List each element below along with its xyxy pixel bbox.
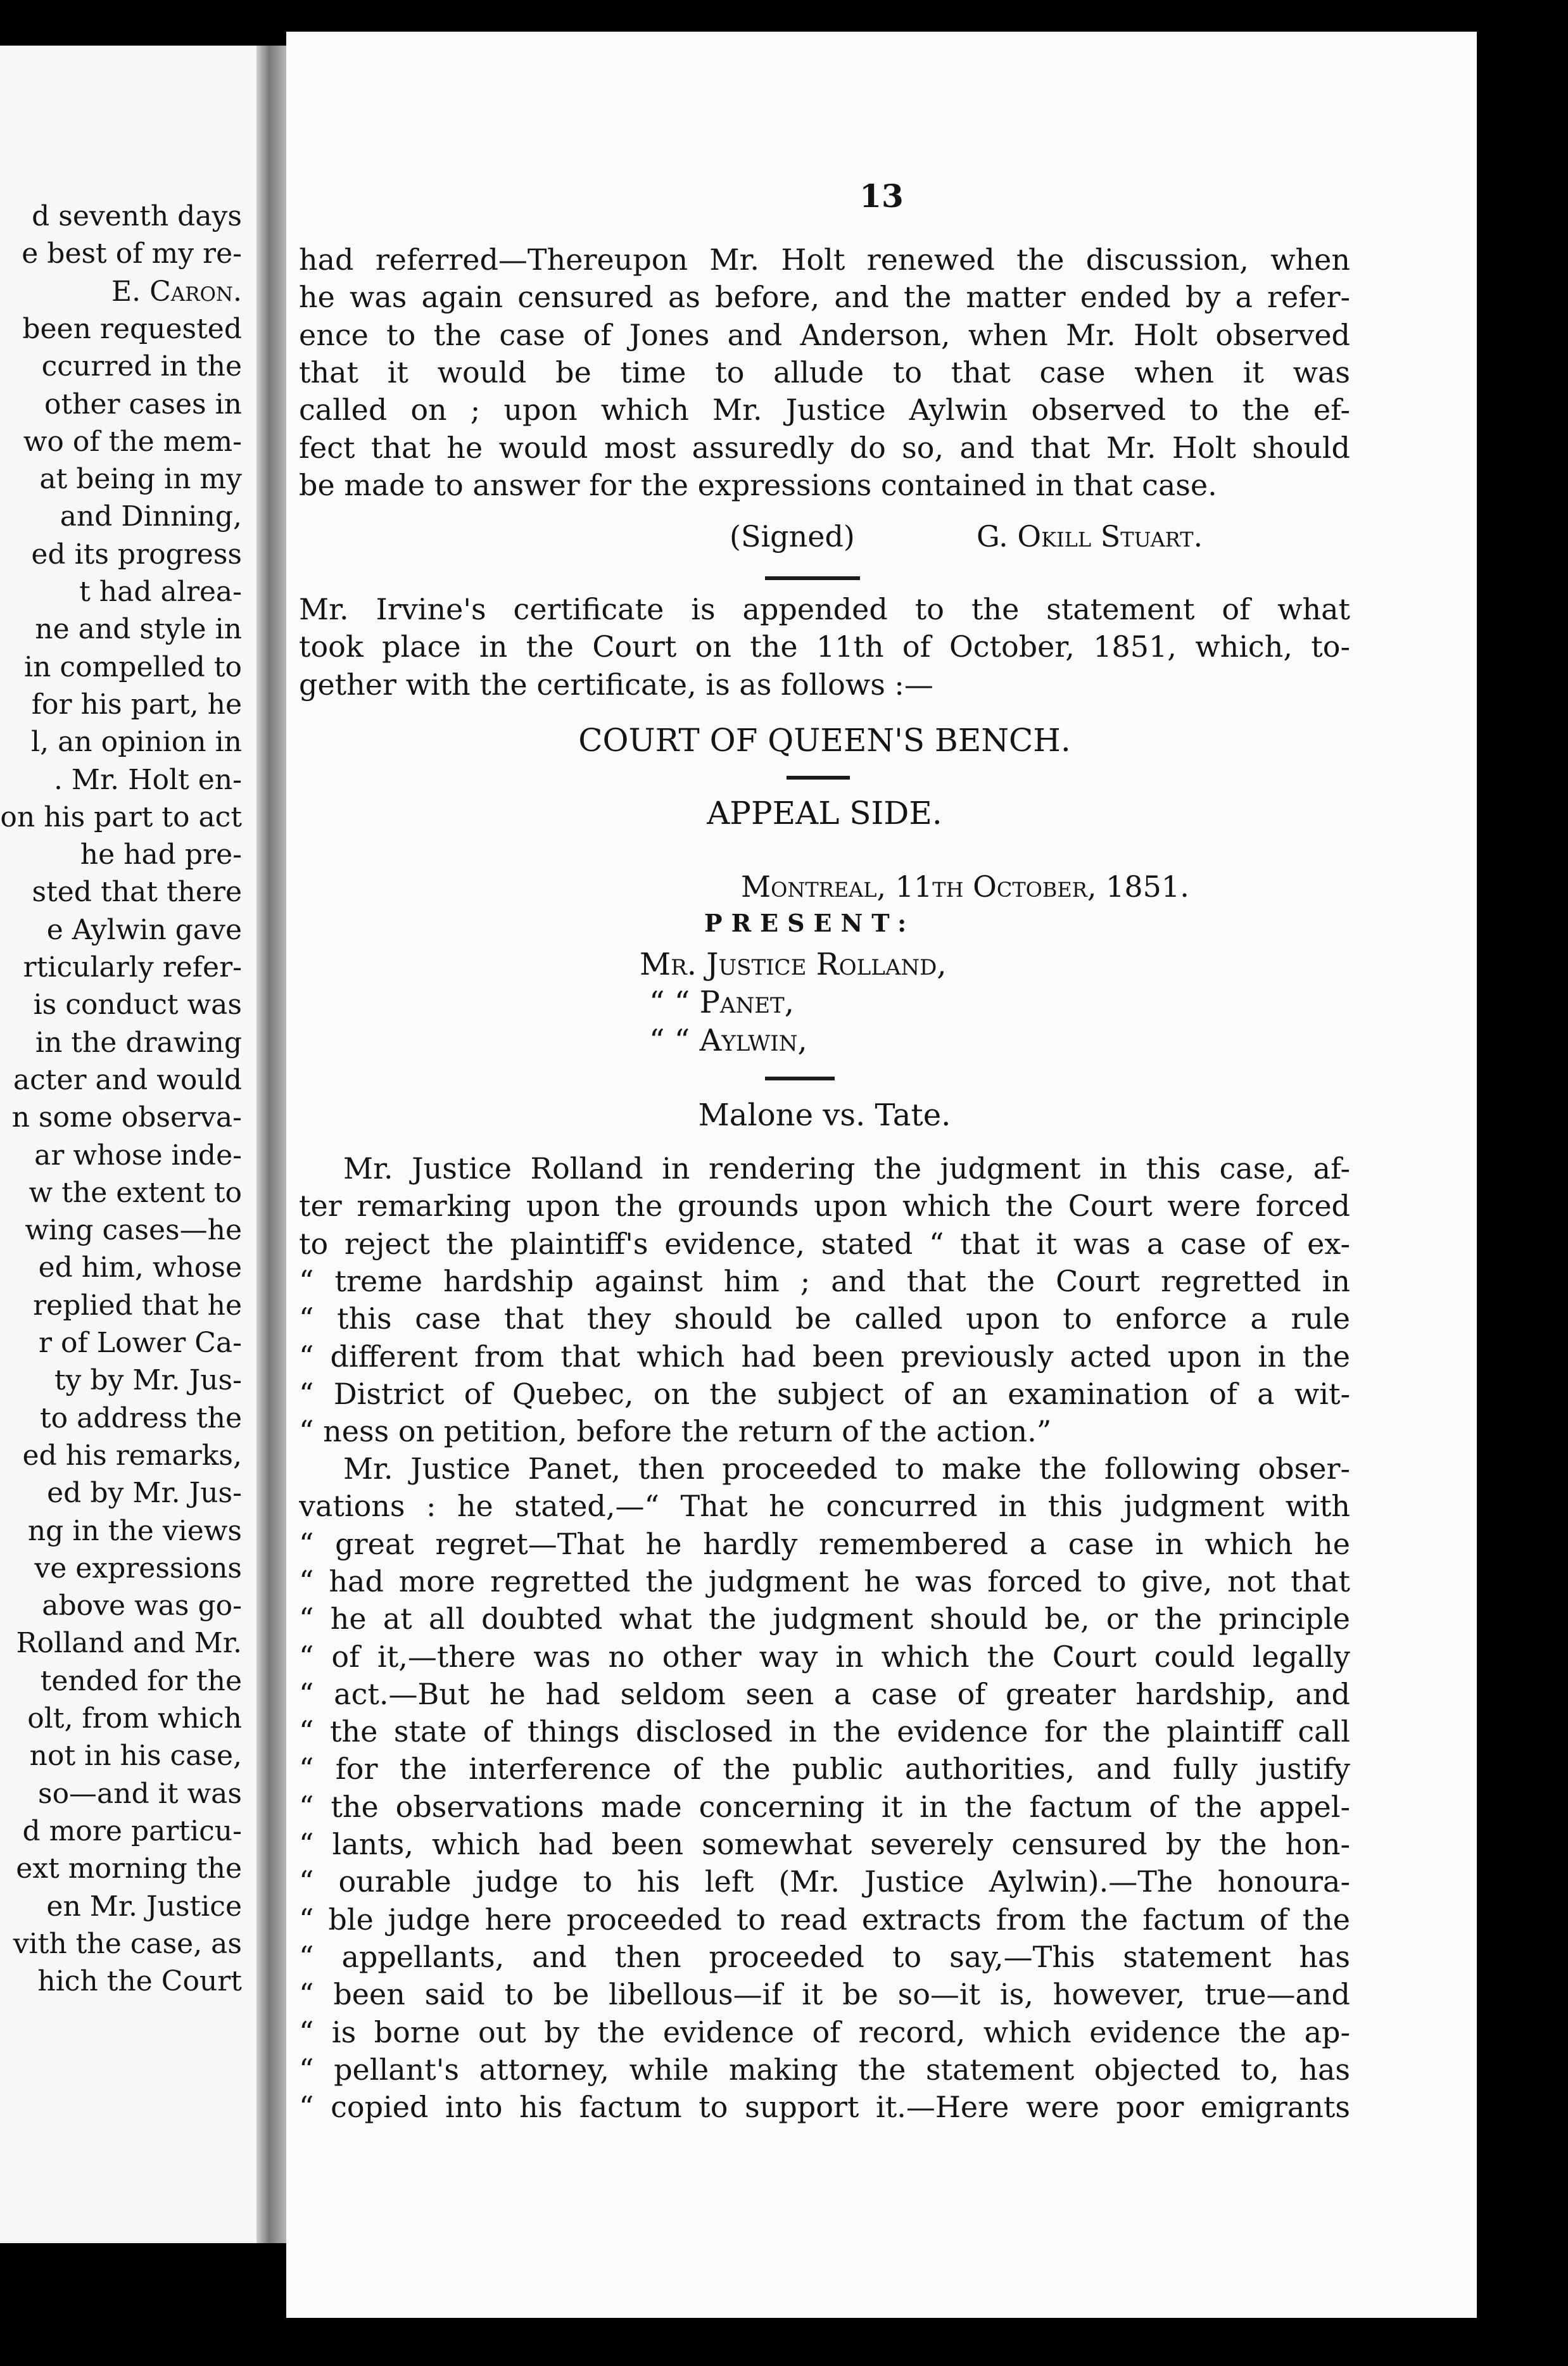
body-paragraph-line: “ District of Quebec, on the subject of an examination of a wit- (299, 1376, 1350, 1411)
body-paragraph-line: to reject the plaintiff's evidence, stated “ that it was a case of ex- (299, 1226, 1350, 1261)
left-page-text-line: above was go- (42, 1590, 242, 1623)
left-page-text-line: olt, from which (27, 1702, 242, 1735)
body-paragraph-line: “ appellants, and then proceeded to say,—This statement has (299, 1939, 1350, 1974)
left-page-text-line: en Mr. Justice (46, 1890, 242, 1923)
left-page-text-line: . Mr. Holt en- (53, 763, 242, 796)
left-page-fragment (0, 46, 260, 2243)
left-page-text-line: sted that there (32, 876, 242, 909)
left-page-text-line: at being in my (39, 463, 242, 496)
body-paragraph-line: “ great regret—That he hardly remembered a case in which he (299, 1526, 1350, 1561)
body-paragraph-line: “ this case that they should be called upon to enforce a rule (299, 1301, 1350, 1336)
dateline: Montreal, 11th October, 1851. (741, 870, 1189, 904)
left-page-text-line: E. Caron. (111, 275, 242, 308)
body-paragraph-line: ter remarking upon the grounds upon which the Court were forced (299, 1189, 1350, 1224)
opening-paragraph-line: ence to the case of Jones and Anderson, when Mr. Holt observed (299, 317, 1350, 352)
opening-paragraph-line: fect that he would most assuredly do so, and that Mr. Holt should (299, 430, 1350, 465)
section-divider (765, 1077, 835, 1080)
opening-paragraph-line: called on ; upon which Mr. Justice Aylwin observed to the ef- (299, 393, 1350, 427)
left-page-text-line: vith the case, as (13, 1927, 242, 1960)
left-page-text-line: tended for the (40, 1664, 242, 1697)
present-label: PRESENT: (704, 909, 916, 937)
left-page-text-line: ng in the views (27, 1514, 242, 1547)
judge-name: “ “ Aylwin, (649, 1023, 807, 1058)
case-title: Malone vs. Tate. (698, 1098, 951, 1133)
body-paragraph-line: “ he at all doubted what the judgment should be, or the principle (299, 1602, 1350, 1636)
body-paragraph-line: “ of it,—there was no other way in which the Court could legally (299, 1639, 1350, 1674)
left-page-text-line: he had pre- (80, 838, 242, 871)
opening-paragraph-line: had referred—Thereupon Mr. Holt renewed the discussion, when (299, 243, 1350, 277)
judge-name: “ “ Panet, (649, 985, 794, 1020)
left-page-text-line: ty by Mr. Jus- (54, 1364, 242, 1397)
left-page-text-line: ed him, whose (38, 1251, 242, 1284)
body-paragraph-line: “ ness on petition, before the return of the action.” (299, 1414, 1052, 1449)
left-page-text-line: ccurred in the (41, 350, 242, 383)
left-page-text-line: r of Lower Ca- (39, 1327, 242, 1359)
left-page-text-line: t had alrea- (79, 576, 242, 608)
opening-paragraph-line: that it would be time to allude to that case when it was (299, 355, 1350, 389)
left-page-text-line: ext morning the (16, 1852, 242, 1885)
intro-paragraph-line: took place in the Court on the 11th of October, 1851, which, to- (299, 629, 1350, 664)
body-paragraph-line: “ been said to be libellous—if it be so—it is, however, true—and (299, 1977, 1350, 2012)
body-paragraph-line: “ ble judge here proceeded to read extracts from the factum of the (299, 1902, 1350, 1937)
left-page-text-line: e Aylwin gave (46, 913, 242, 946)
section-divider (765, 576, 860, 580)
left-page-text-line: been requested (22, 312, 242, 345)
left-page-text-line: replied that he (33, 1289, 242, 1322)
judge-name: Mr. Justice Rolland, (640, 947, 947, 982)
left-page-text-line: other cases in (44, 388, 242, 421)
body-paragraph-line: “ different from that which had been previously acted upon in the (299, 1339, 1350, 1374)
left-page-text-line: w the extent to (28, 1176, 242, 1209)
body-paragraph-line: “ the state of things disclosed in the evidence for the plaintiff call (299, 1714, 1350, 1749)
body-paragraph-line: Mr. Justice Panet, then proceeded to make the following obser- (343, 1452, 1350, 1486)
left-page-text-line: ed by Mr. Jus- (47, 1477, 242, 1510)
opening-paragraph-line: he was again censured as before, and the matter ended by a refer- (299, 280, 1350, 315)
signature-label: (Signed) (730, 519, 855, 554)
body-paragraph-line: “ pellant's attorney, while making the statement objected to, has (299, 2052, 1350, 2087)
page-number: 13 (859, 177, 904, 215)
body-paragraph-line: “ for the interference of the public authorities, and fully justify (299, 1752, 1350, 1787)
left-page-text-line: on his part to act (0, 800, 242, 833)
left-page-text-line: to address the (40, 1401, 242, 1434)
intro-paragraph-line: gether with the certificate, is as follows :— (299, 667, 933, 702)
body-paragraph-line: “ ourable judge to his left (Mr. Justice Aylwin).—The honoura- (299, 1864, 1350, 1899)
left-page-text-line: ed his remarks, (22, 1439, 242, 1472)
left-page-text-line: acter and would (13, 1063, 242, 1096)
left-page-text-line: n some observa- (11, 1101, 242, 1134)
left-page-text-line: ar whose inde- (34, 1139, 242, 1172)
body-paragraph-line: “ the observations made concerning it in the factum of the appel- (299, 1789, 1350, 1824)
body-paragraph-line: “ is borne out by the evidence of record, which evidence the ap- (299, 2015, 1350, 2049)
opening-paragraph-line: be made to answer for the expressions contained in that case. (299, 467, 1217, 502)
book-gutter (256, 46, 288, 2243)
left-page-text-line: not in his case, (29, 1740, 242, 1773)
body-paragraph-line: vations : he stated,—“ That he concurred in this judgment with (299, 1489, 1350, 1524)
left-page-text-line: for his part, he (31, 688, 242, 721)
court-heading: COURT OF QUEEN'S BENCH. (578, 722, 1071, 759)
body-paragraph-line: “ treme hardship against him ; and that the Court regretted in (299, 1263, 1350, 1298)
body-paragraph-line: “ copied into his factum to support it.—Here were poor emigrants (299, 2090, 1350, 2125)
left-page-text-line: Rolland and Mr. (16, 1627, 242, 1660)
left-page-text-line: ne and style in (35, 613, 242, 646)
left-page-text-line: wo of the mem- (23, 425, 242, 458)
left-page-text-line: ed its progress (31, 538, 242, 571)
left-page-text-line: l, an opinion in (31, 726, 242, 759)
left-page-text-line: e best of my re- (22, 237, 242, 270)
right-page (286, 32, 1477, 2318)
left-page-text-line: and Dinning, (60, 500, 242, 533)
body-paragraph-line: “ had more regretted the judgment he was forced to give, not that (299, 1564, 1350, 1598)
left-page-text-line: rticularly refer- (23, 951, 242, 984)
body-paragraph-line: Mr. Justice Rolland in rendering the judgment in this case, af- (343, 1151, 1350, 1186)
left-page-text-line: in the drawing (35, 1026, 242, 1059)
left-page-text-line: d seventh days (32, 200, 242, 232)
intro-paragraph-line: Mr. Irvine's certificate is appended to the statement of what (299, 592, 1350, 626)
side-heading: APPEAL SIDE. (707, 795, 942, 832)
left-page-text-line: wing cases—he (25, 1214, 242, 1247)
left-page-text-line: is conduct was (33, 989, 242, 1022)
signature-name: G. Okill Stuart. (977, 519, 1203, 554)
section-divider (787, 776, 850, 780)
body-paragraph-line: “ lants, which had been somewhat severely censured by the hon- (299, 1827, 1350, 1861)
left-page-text-line: hich the Court (37, 1965, 242, 1998)
left-page-text-line: in compelled to (24, 650, 242, 683)
left-page-text-line: d more particu- (22, 1814, 242, 1847)
left-page-text-line: so—and it was (37, 1777, 242, 1810)
body-paragraph-line: “ act.—But he had seldom seen a case of greater hardship, and (299, 1676, 1350, 1711)
left-page-text-line: ve expressions (34, 1552, 242, 1585)
